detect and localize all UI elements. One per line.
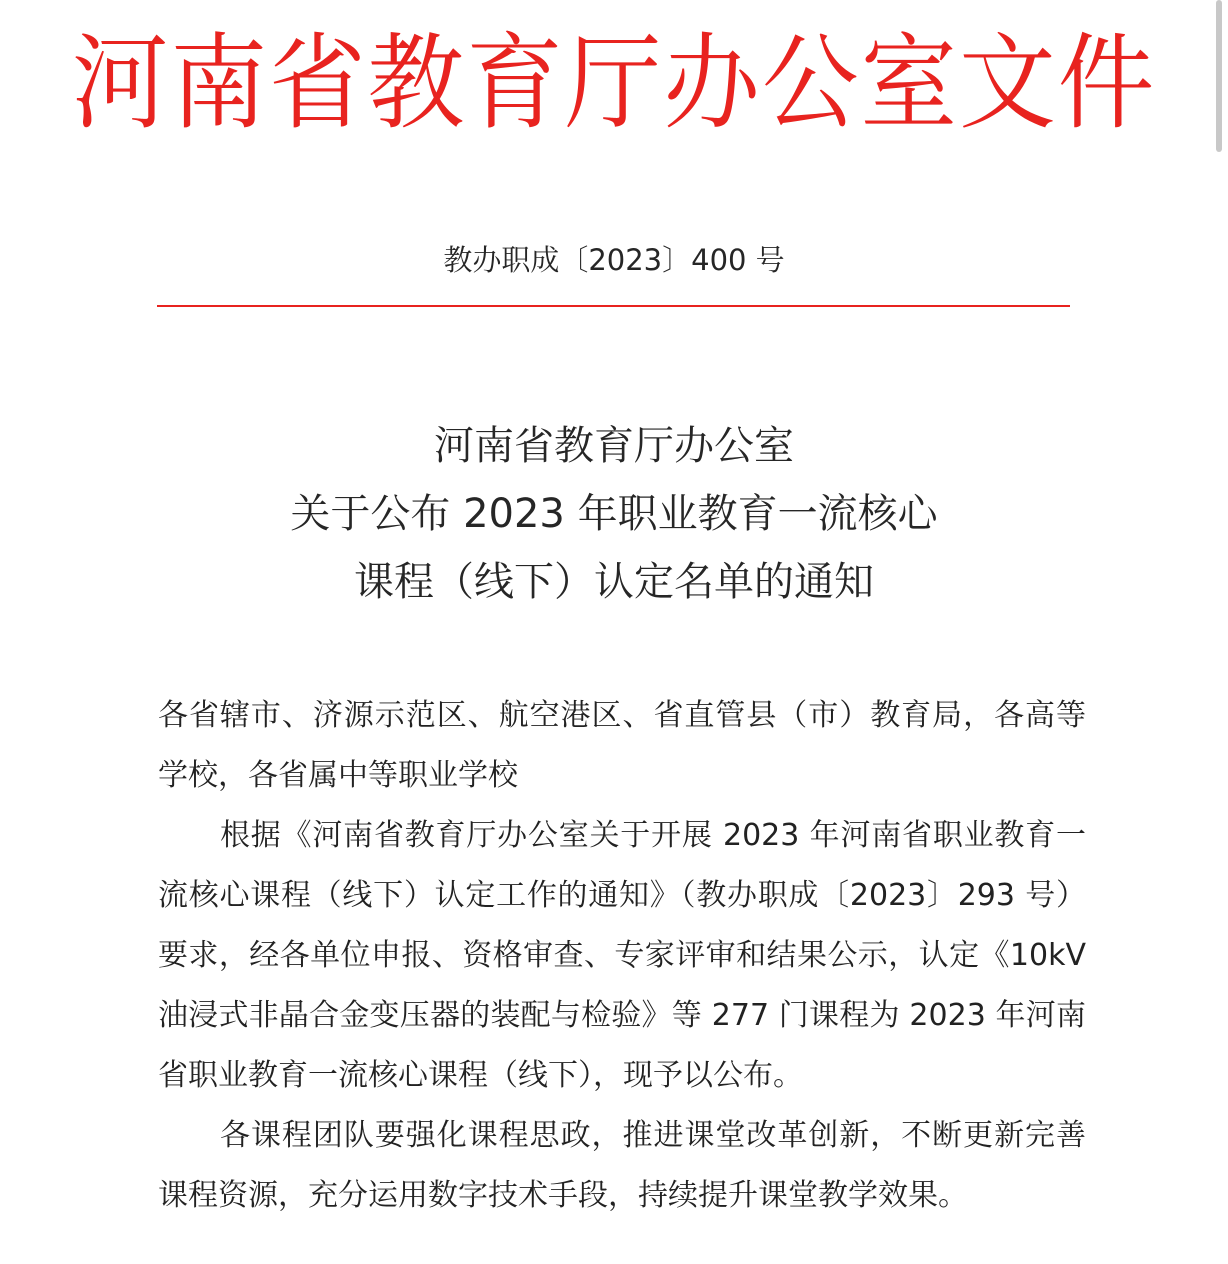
addressee-paragraph: 各省辖市、济源示范区、航空港区、省直管县（市）教育局，各高等学校，各省属中等职业学校	[158, 698, 1086, 793]
notice-body	[158, 686, 1086, 1226]
vertical-scrollbar[interactable]	[1210, 0, 1228, 1264]
scrollbar-thumb[interactable]	[1216, 0, 1222, 152]
notice-title-line-2: 关于公布 2023 年职业教育一流核心	[290, 491, 938, 537]
document-masthead: 河南省教育厅办公室文件	[71, 22, 1157, 144]
body-paragraph: 根据《河南省教育厅办公室关于开展 2023 年河南省职业教育一流核心课程（线下）认定工作的通知》（教办职成〔2023〕293 号）要求，经各单位申报、资格审查、专家评审和结果公示，认定《10kV 油浸式非晶合金变压器的装配与检验》等 277 门课程为 2023 年河南省职业教育一流核心课程（线下），现予以公布。	[158, 818, 1086, 1093]
red-divider-line	[157, 305, 1070, 307]
notice-title-line-3: 课程（线下）认定名单的通知	[354, 559, 874, 605]
notice-title-line-1: 河南省教育厅办公室	[434, 423, 794, 469]
body-paragraph: 各课程团队要强化课程思政，推进课堂改革创新，不断更新完善课程资源，充分运用数字技术手段，持续提升课堂教学效果。	[158, 1118, 1086, 1213]
document-number: 教办职成〔2023〕400 号	[443, 243, 785, 277]
notice-title	[0, 412, 1228, 616]
